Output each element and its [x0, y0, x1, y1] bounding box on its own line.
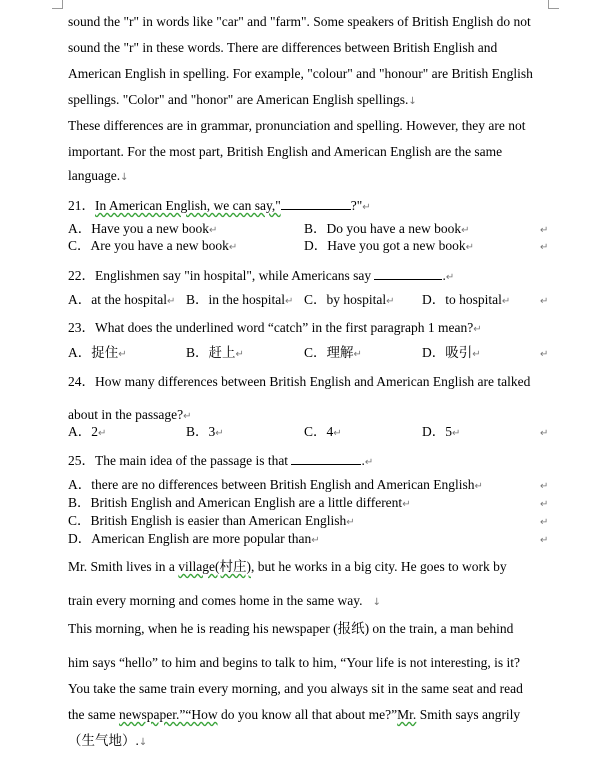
q22-option-b: [186, 292, 293, 310]
return-mark: ↵: [362, 202, 371, 213]
q25-option-c: [68, 513, 355, 531]
return-mark: ↵: [540, 296, 549, 307]
option-text: C．by hospital: [304, 292, 387, 307]
passage2-line-4: him says “hello” to him and begins to talk to him, “Your life is not interesting, is it?: [68, 655, 520, 670]
return-mark: ↵: [540, 225, 549, 236]
return-mark: ↵: [461, 225, 470, 236]
passage2-line-5: You take the same train every morning, and you always sit in the same seat and read: [68, 681, 523, 696]
passage2-text: the same: [68, 707, 119, 722]
passage2-text: do you know all that about me?”: [217, 707, 398, 722]
q24-option-d: [422, 424, 460, 442]
passage1-line-1: sound the "r" in words like "car" and "farm". Some speakers of British English do not: [68, 14, 531, 29]
return-mark: ↵: [346, 517, 355, 528]
question-number: 21．: [68, 198, 95, 213]
return-mark: ↵: [474, 481, 483, 492]
passage2-text-newspaper: newspaper.”“How: [118, 707, 218, 722]
paragraph-mark: ↓: [138, 737, 148, 748]
question-text: Englishmen say "in hospital", while Americans say: [95, 268, 372, 283]
passage2-line-2: [68, 593, 381, 611]
return-mark: ↵: [228, 242, 238, 253]
option-text: B．Do you have a new book: [304, 221, 462, 236]
passage1-line-3-text: American English in spelling. For example, "colour" and "honour" are British English: [68, 66, 533, 81]
q22-option-c: [304, 292, 395, 310]
option-text: B．赶上: [186, 345, 236, 360]
passage1-line-3: [68, 66, 533, 82]
page-corner-top-left: [52, 0, 63, 9]
question-24-cont: [68, 407, 191, 425]
passage1-line-2: sound the "r" in these words. There are differences between British English and: [68, 40, 498, 55]
q23-option-c: [304, 345, 362, 363]
q21-option-b: [304, 221, 470, 239]
return-mark: ↵: [285, 296, 294, 307]
q24-option-b: [186, 424, 224, 442]
passage1-line-4-text: spellings. "Color" and "honor" are American English spellings.: [68, 92, 409, 107]
return-mark: ↵: [540, 535, 549, 546]
return-mark: ↵: [501, 296, 511, 307]
question-24: [68, 374, 530, 390]
option-text: B．British English and American English are a little different: [68, 495, 403, 510]
q23-option-a: [68, 345, 127, 363]
q21-option-d: [304, 238, 474, 256]
passage1-line-4: [68, 92, 417, 110]
return-mark: ↵: [215, 428, 224, 439]
return-mark: ↵: [235, 349, 244, 360]
option-text: C．4: [304, 424, 334, 439]
return-mark: ↵: [98, 428, 107, 439]
question-22: [68, 267, 454, 286]
option-text: B．3: [186, 424, 216, 439]
question-25: [68, 452, 373, 471]
q25-option-b: [68, 495, 411, 513]
return-mark: ↵: [452, 428, 461, 439]
paragraph-mark: ↓: [372, 597, 382, 608]
option-text: A．2: [68, 424, 98, 439]
return-mark: ↵: [353, 349, 362, 360]
option-text: D．Have you got a new book: [304, 238, 466, 253]
passage2-text: Smith says angrily: [416, 707, 521, 722]
option-text: B．in the hospital: [186, 292, 285, 307]
q22-option-d: [422, 292, 510, 310]
return-mark: ↵: [473, 324, 482, 335]
answer-blank: [374, 267, 442, 280]
return-mark: ↵: [540, 481, 549, 492]
return-mark: ↵: [311, 535, 320, 546]
passage1-line-6: important. For the most part, British English and American English are the same: [68, 144, 503, 159]
passage2-line-7: [68, 733, 147, 751]
question-21: [68, 197, 371, 216]
option-text: C．理解: [304, 345, 354, 360]
passage2-text: （生气地）.: [68, 733, 139, 748]
option-text: A．Have you a new book: [68, 221, 209, 236]
return-mark: ↵: [166, 296, 176, 307]
option-text: C．Are you have a new book: [68, 238, 229, 253]
question-text: In American English, we can say,": [95, 198, 281, 213]
return-mark: ↵: [386, 296, 395, 307]
return-mark: ↵: [540, 428, 549, 439]
q21-option-c: [68, 238, 237, 256]
passage2-text: train every morning and comes home in the same way.: [68, 593, 363, 608]
passage1-line-7-text: language.: [68, 168, 121, 183]
option-text: D．to hospital: [422, 292, 502, 307]
option-text: A．捉住: [68, 345, 119, 360]
option-text: C．British English is easier than American English: [68, 513, 347, 528]
q21-option-a: [68, 221, 217, 239]
option-text: D．5: [422, 424, 452, 439]
option-text: D．吸引: [422, 345, 473, 360]
q22-option-a: [68, 292, 175, 310]
question-text: How many differences between British English and American English are talked: [95, 374, 531, 389]
passage2-text: , but he works in a big city. He goes to work by: [251, 559, 507, 574]
q25-option-a: [68, 477, 483, 495]
passage2-text-mr: Mr.: [397, 707, 417, 722]
q25-option-d: [68, 531, 320, 549]
option-text: A．at the hospital: [68, 292, 167, 307]
question-23: [68, 320, 482, 338]
passage2-text-village: village(村庄): [178, 559, 251, 574]
q24-option-c: [304, 424, 342, 442]
return-mark: ↵: [208, 225, 218, 236]
return-mark: ↵: [540, 499, 549, 510]
question-text: What does the underlined word “catch” in the first paragraph 1 mean?: [95, 320, 474, 335]
option-text: A．there are no differences between British English and American English: [68, 477, 475, 492]
question-text-cont: about in the passage?: [68, 407, 184, 422]
question-number: 22．: [68, 268, 95, 283]
question-number: 23．: [68, 320, 95, 335]
paragraph-mark: ↓: [120, 172, 129, 183]
return-mark: ↵: [472, 349, 481, 360]
question-tail: .: [361, 453, 365, 468]
return-mark: ↵: [540, 242, 549, 253]
passage1-line-7: [68, 168, 129, 186]
return-mark: ↵: [333, 428, 342, 439]
return-mark: ↵: [364, 457, 374, 468]
page-corner-top-right: [548, 0, 559, 9]
question-tail: .: [442, 268, 446, 283]
q23-option-d: [422, 345, 481, 363]
paragraph-mark: ↓: [408, 96, 417, 107]
question-text: The main idea of the passage is that: [95, 453, 289, 468]
return-mark: ↵: [540, 517, 549, 528]
answer-blank: [291, 452, 361, 465]
question-number: 24．: [68, 374, 95, 389]
answer-blank: [281, 197, 351, 210]
return-mark: ↵: [118, 349, 127, 360]
passage2-line-1: [68, 559, 507, 575]
passage2-line-3: This morning, when he is reading his newspaper (报纸) on the train, a man behind: [68, 621, 514, 636]
return-mark: ↵: [445, 272, 455, 283]
passage1-line-5: These differences are in grammar, pronunciation and spelling. However, they are not: [68, 118, 526, 133]
question-tail: ?": [350, 198, 363, 213]
return-mark: ↵: [402, 499, 411, 510]
option-text: D．American English are more popular than: [68, 531, 312, 546]
q24-option-a: [68, 424, 106, 442]
passage2-text: Mr. Smith lives in a: [68, 559, 179, 574]
question-number: 25．: [68, 453, 95, 468]
return-mark: ↵: [540, 349, 549, 360]
return-mark: ↵: [183, 411, 192, 422]
passage2-line-6: [68, 707, 520, 723]
return-mark: ↵: [465, 242, 474, 253]
q23-option-b: [186, 345, 244, 363]
